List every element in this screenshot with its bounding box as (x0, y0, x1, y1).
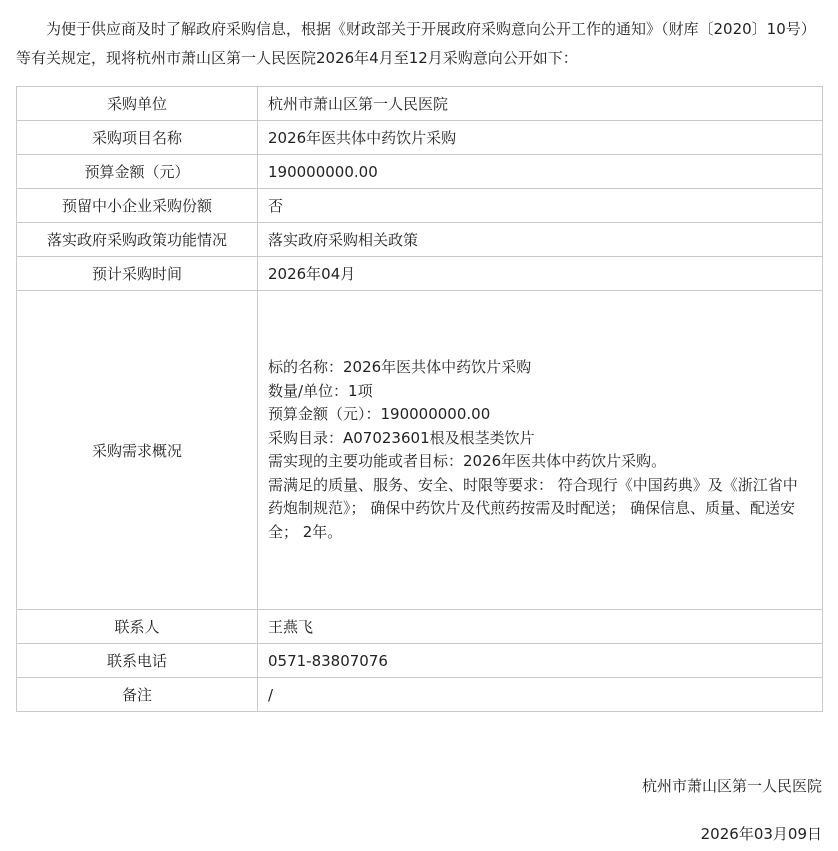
table-row-contact (17, 610, 823, 644)
table-row-overview (17, 291, 823, 610)
row-value: 王燕飞 (258, 610, 823, 644)
row-value: 否 (258, 189, 823, 223)
row-value: 190000000.00 (258, 155, 823, 189)
table-row-budget (17, 155, 823, 189)
row-value: 2026年医共体中药饮片采购 (258, 121, 823, 155)
overview-line: 数量/单位：1项 (268, 381, 373, 400)
footer-organization: 杭州市萧山区第一人民医院 (641, 777, 822, 795)
row-label: 采购项目名称 (17, 121, 258, 155)
intro-paragraph: 为便于供应商及时了解政府采购信息，根据《财政部关于开展政府采购意向公开工作的通知》（财库〔2020〕10号）等有关规定，现将杭州市萧山区第一人民医院2026年4月至12月采购意向公开如下： (16, 20, 816, 67)
table-row-time (17, 257, 823, 291)
overview-details (258, 291, 823, 610)
table-row-sme (17, 189, 823, 223)
row-label: 联系电话 (17, 644, 258, 678)
procurement-intent-table (16, 86, 823, 712)
row-label: 采购单位 (17, 87, 258, 121)
row-label: 备注 (17, 678, 258, 712)
table-row-remark (17, 678, 823, 712)
table-row-phone (17, 644, 823, 678)
overview-line: 标的名称：2026年医共体中药饮片采购 (268, 358, 532, 376)
table-row-unit (17, 87, 823, 121)
overview-line: 需满足的质量、服务、安全、时限等要求： 符合现行《中国药典》及《浙江省中药炮制规范》； 确保中药饮片及代煎药按需及时配送； 确保信息、质量、配送安全； 2年。 (268, 475, 798, 541)
footer-date: 2026年03月09日 (700, 825, 822, 843)
row-label: 预计采购时间 (17, 257, 258, 291)
row-value: 0571-83807076 (258, 644, 823, 678)
row-label: 预留中小企业采购份额 (17, 189, 258, 223)
table-row-project (17, 121, 823, 155)
overview-line: 需实现的主要功能或者目标：2026年医共体中药饮片采购。 (268, 452, 667, 470)
row-label: 落实政府采购政策功能情况 (17, 223, 258, 257)
row-value: 杭州市萧山区第一人民医院 (258, 87, 823, 121)
row-label: 预算金额（元） (17, 155, 258, 189)
overview-line: 采购目录：A07023601根及根茎类饮片 (268, 428, 535, 447)
row-value: 落实政府采购相关政策 (258, 223, 823, 257)
row-label: 联系人 (17, 610, 258, 644)
row-value: / (258, 678, 823, 712)
overview-line: 预算金额（元）：190000000.00 (268, 405, 491, 423)
row-value: 2026年04月 (258, 257, 823, 291)
table-row-policy (17, 223, 823, 257)
row-label: 采购需求概况 (17, 291, 258, 610)
